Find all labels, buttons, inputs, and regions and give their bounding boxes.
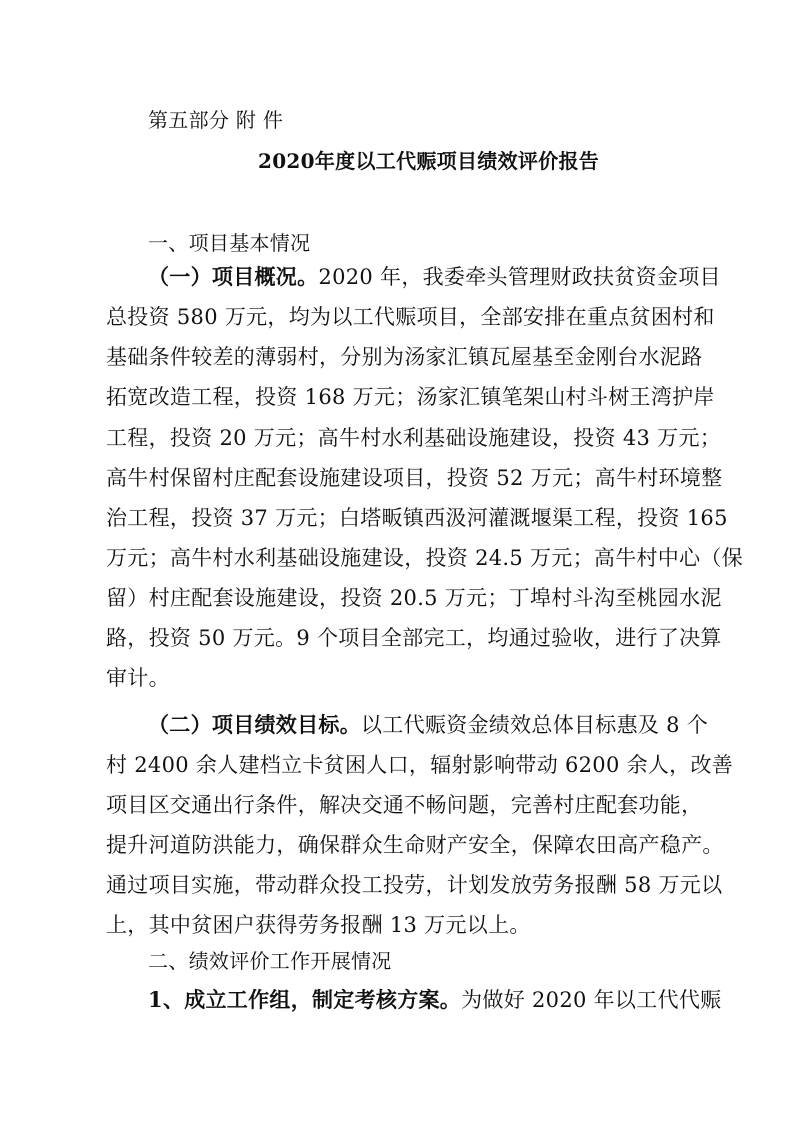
overview-lead: （一）项目概况。 (148, 264, 319, 289)
item1-first-text: 为做好 2020 年以工代代赈 (461, 988, 722, 1012)
overview-line: 留）村庄配套设施建设，投资 20.5 万元；丁埠村斗沟至桃园水泥 (106, 586, 722, 610)
goals-line: 通过项目实施，带动群众投工投劳，计划发放劳务报酬 58 万元以 (106, 873, 723, 897)
item1-lead: 1、成立工作组，制定考核方案。 (148, 987, 462, 1012)
item1-first-line (148, 986, 721, 1014)
section-heading-basic-info: 一、项目基本情况 (148, 231, 311, 255)
overview-line: 拓宽改造工程，投资 168 万元；汤家汇镇笔架山村斗树王湾护岸 (106, 385, 715, 409)
report-title: 2020年度以工代赈项目绩效评价报告 (258, 149, 600, 173)
overview-line: 万元；高牛村水利基础设施建设，投资 24.5 万元；高牛村中心（保 (106, 546, 744, 570)
goals-line: 上，其中贫困户获得劳务报酬 13 万元以上。 (106, 913, 531, 937)
overview-line: 治工程，投资 37 万元；白塔畈镇西汲河灌溉堰渠工程，投资 165 (106, 506, 728, 530)
overview-line: 基础条件较差的薄弱村，分别为汤家汇镇瓦屋基至金刚台水泥路 (106, 345, 703, 369)
overview-first-text: 2020 年，我委牵头管理财政扶贫资金项目 (318, 265, 721, 289)
overview-line: 审计。 (106, 666, 170, 690)
goals-line: 村 2400 余人建档立卡贫困人口，辐射影响带动 6200 余人，改善 (106, 753, 734, 777)
goals-lead: （二）项目绩效目标。 (148, 712, 361, 737)
overview-first-line (148, 263, 721, 291)
overview-line: 路，投资 50 万元。9 个项目全部完工，均通过验收，进行了决算 (106, 626, 722, 650)
overview-line: 高牛村保留村庄配套设施建设项目，投资 52 万元；高牛村环境整 (106, 466, 723, 490)
overview-line: 总投资 580 万元，均为以工代赈项目，全部安排在重点贫困村和 (106, 305, 715, 329)
goals-line: 项目区交通出行条件，解决交通不畅问题，完善村庄配套功能， (106, 793, 703, 817)
overview-line: 工程，投资 20 万元；高牛村水利基础设施建设，投资 43 万元； (106, 426, 722, 450)
goals-first-line (148, 711, 708, 739)
goals-first-text: 以工代赈资金绩效总体目标惠及 8 个 (361, 713, 709, 737)
part-label: 第五部分 附 件 (148, 108, 284, 132)
section-heading-evaluation: 二、绩效评价工作开展情况 (148, 949, 392, 973)
goals-line: 提升河道防洪能力，确保群众生命财产安全，保障农田高产稳产。 (106, 833, 724, 857)
